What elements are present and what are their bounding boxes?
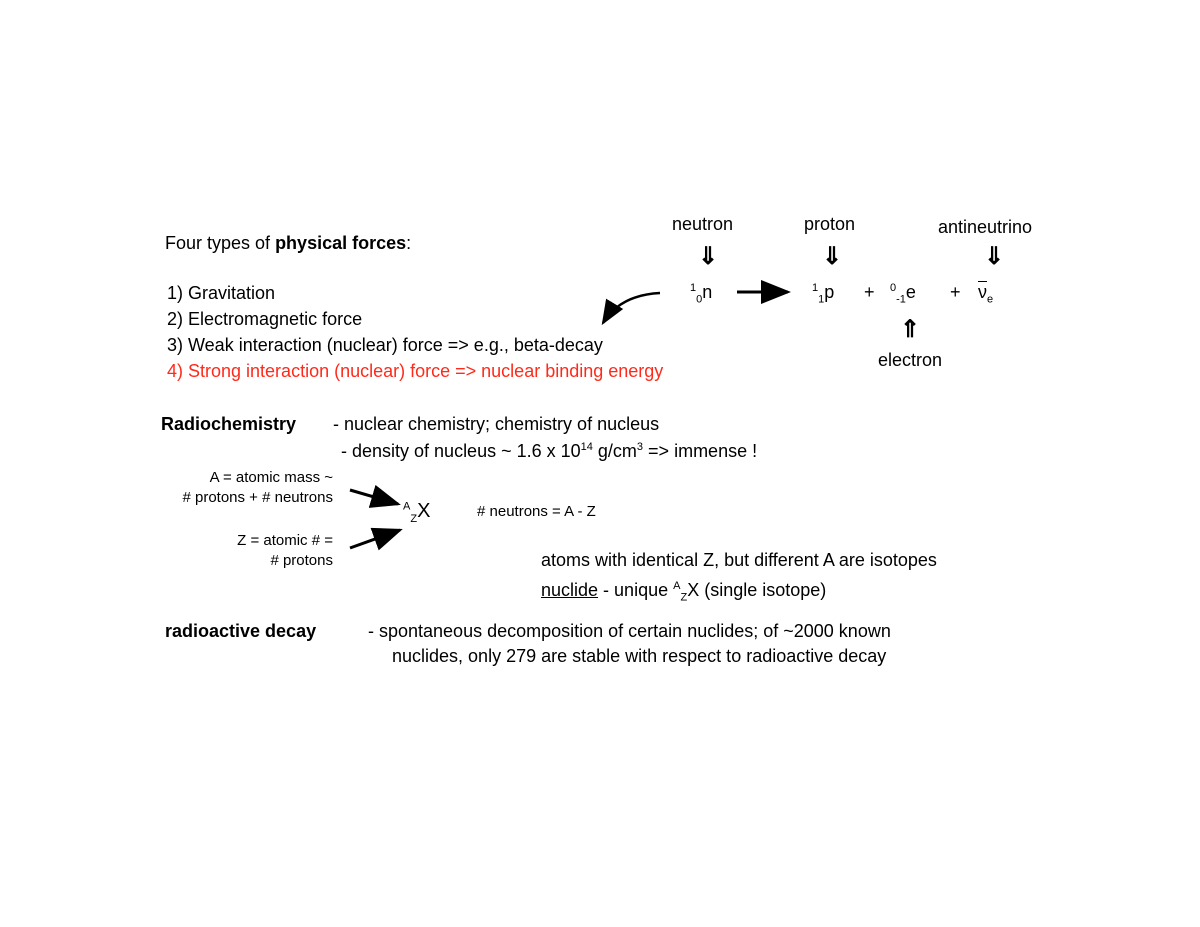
radiochemistry-def: - nuclear chemistry; chemistry of nucleus bbox=[333, 414, 660, 434]
force-item: 1) Gravitation bbox=[167, 283, 276, 303]
label-antineutrino: antineutrino bbox=[938, 217, 1033, 237]
isotopes-def: atoms with identical Z, but different A are isotopes bbox=[541, 550, 937, 570]
atomic-number-arrow bbox=[350, 530, 400, 548]
plus-sign: + bbox=[950, 282, 961, 302]
nuclide-def: nuclide - unique $^A_Z$X (single isotope) bbox=[541, 580, 827, 604]
label-electron: electron bbox=[878, 350, 943, 370]
mass-label: A = atomic mass ~ bbox=[209, 469, 333, 486]
atomic-number-label: # protons bbox=[270, 552, 333, 569]
proton-symbol: $^1_1$p bbox=[812, 282, 835, 306]
force-item: 2) Electromagnetic force bbox=[167, 309, 363, 329]
decay-def-cont: nuclides, only 279 are stable with respect to radioactive decay bbox=[392, 646, 887, 666]
down-arrow-icon: ⇓ bbox=[698, 243, 719, 270]
label-neutron: neutron bbox=[672, 214, 734, 234]
force-item: 3) Weak interaction (nuclear) force => e.g., beta-decay bbox=[167, 335, 603, 355]
decay-def: - spontaneous decomposition of certain nuclides; of ~2000 known bbox=[368, 621, 891, 641]
antineutrino-symbol: $\overline{\nu}_e$ bbox=[978, 282, 994, 306]
down-arrow-icon: ⇓ bbox=[984, 243, 1005, 270]
decay-term: radioactive decay bbox=[165, 621, 317, 641]
atomic-number-label: Z = atomic # = bbox=[237, 532, 333, 549]
electron-symbol: $^0_{-1}$e bbox=[890, 282, 916, 306]
mass-label: # protons + # neutrons bbox=[182, 489, 333, 506]
nuclide-notation: $^A_Z$X bbox=[403, 500, 431, 525]
radiochemistry-term: Radiochemistry bbox=[161, 414, 297, 434]
down-arrow-icon: ⇓ bbox=[822, 243, 843, 270]
mass-arrow bbox=[350, 490, 398, 504]
force-item-highlight: 4) Strong interaction (nuclear) force => nuclear binding energy bbox=[167, 361, 664, 381]
neutron-symbol: $^1_0$n bbox=[690, 282, 713, 306]
forces-heading: Four types of physical forces: bbox=[165, 233, 412, 253]
neutron-count: # neutrons = A - Z bbox=[477, 503, 596, 520]
up-arrow-icon: ⇑ bbox=[900, 316, 921, 343]
curved-arrow bbox=[603, 293, 660, 323]
nucleus-density: - density of nucleus ~ 1.6 x $10^{14}$ $g/cm^3$ => immense ! bbox=[341, 441, 758, 461]
plus-sign: + bbox=[864, 282, 875, 302]
label-proton: proton bbox=[804, 214, 856, 234]
